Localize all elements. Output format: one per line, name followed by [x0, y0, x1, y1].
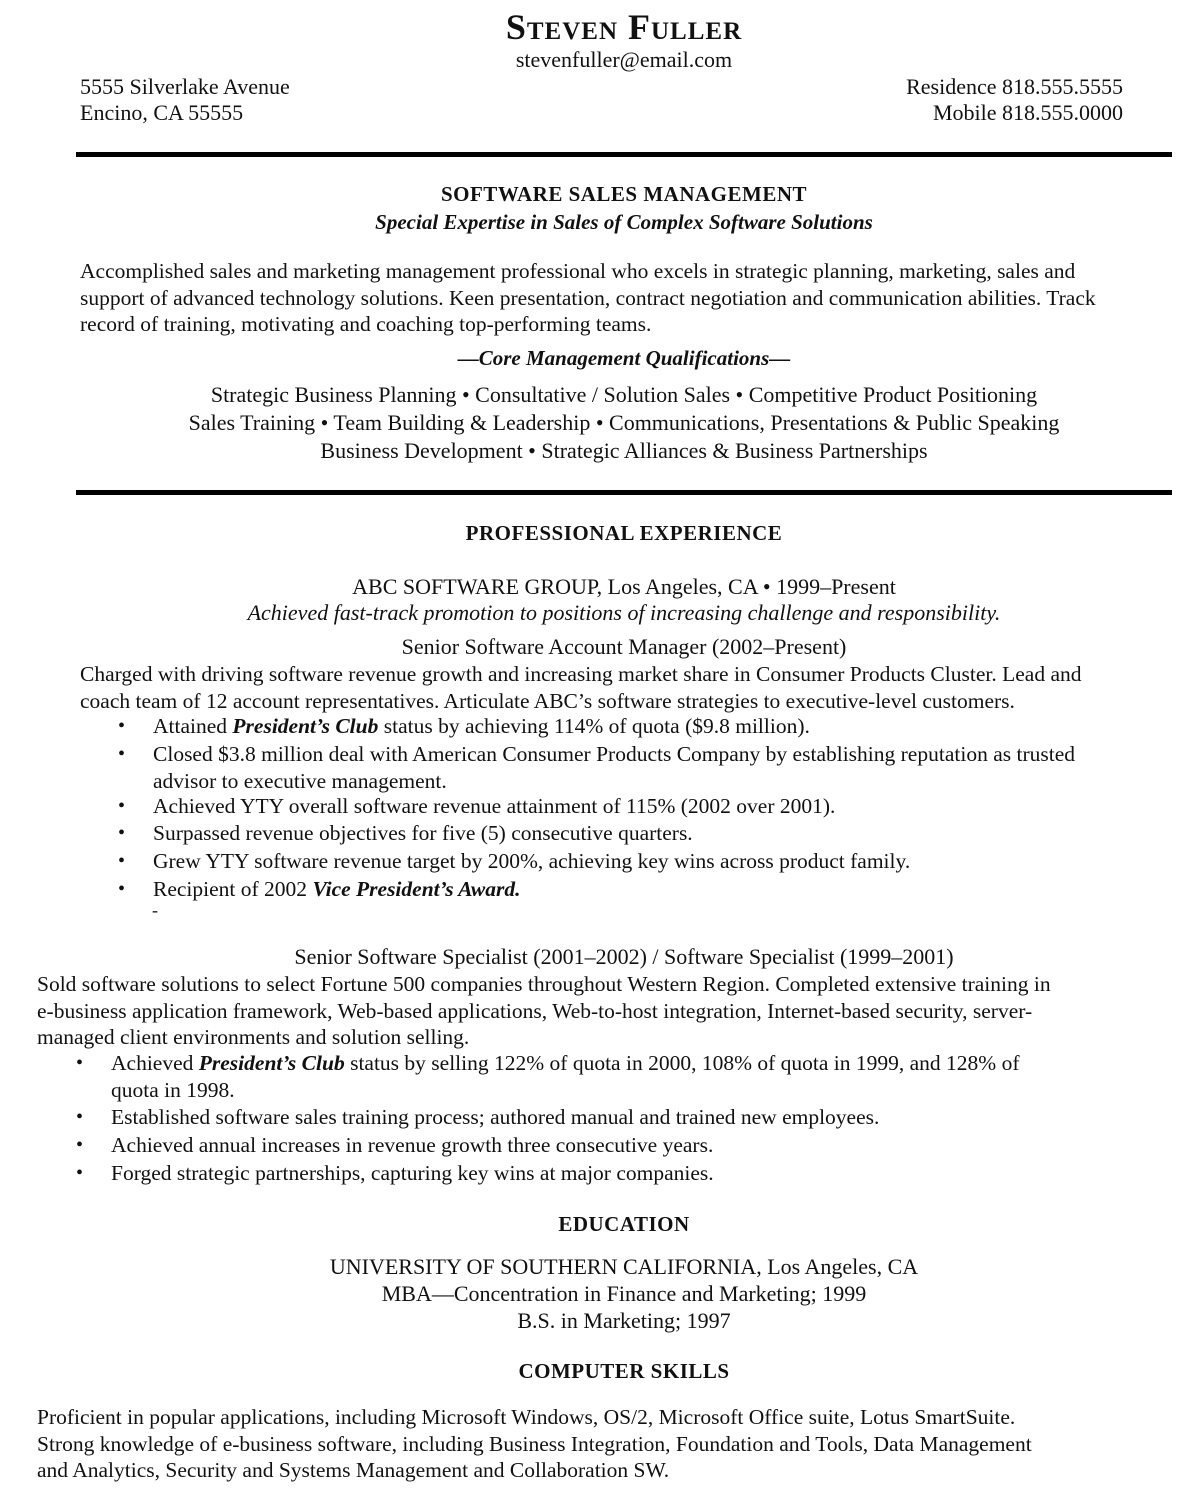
role-description [80, 661, 1081, 714]
summary-subtitle: Special Expertise in Sales of Complex Software Solutions [375, 210, 873, 234]
bullet-glyph: • [76, 1052, 84, 1074]
bullet-emphasis: Vice President’s Award. [312, 877, 521, 901]
role-description-line: Charged with driving software revenue growth and increasing market share in Consumer Products Cluster. Lead and [80, 662, 1082, 686]
qualifications-line: Business Development • Strategic Alliances & Business Partnerships [320, 438, 928, 463]
education-degree: B.S. in Marketing; 1997 [517, 1308, 731, 1333]
summary-line: Accomplished sales and marketing management professional who excels in strategic planning, marketing, sales and [80, 259, 1076, 283]
bullet-text: Recipient of 2002 [153, 877, 313, 901]
summary-divider [76, 490, 1172, 495]
skills-heading: COMPUTER SKILLS [518, 1359, 730, 1383]
role-description-line: e-business application framework, Web-based applications, Web-to-host integration, Internet-based security, server- [37, 998, 1033, 1023]
bullet-text: Closed $3.8 million deal with American Consumer Products Company by establishing reputation as trusted [153, 742, 1075, 766]
bullet-glyph: • [118, 822, 126, 844]
list-item: Achieved annual increases in revenue growth three consecutive years. [111, 1133, 714, 1157]
bullet-text: status by selling 122% of quota in 2000, 108% of quota in 1999, and 128% of [344, 1051, 1020, 1075]
list-item [111, 1050, 1020, 1103]
phone-mobile: Mobile 818.555.0000 [932, 100, 1123, 125]
bullet-text: Attained [153, 714, 233, 738]
list-item: Forged strategic partnerships, capturing key wins at major companies. [111, 1161, 714, 1185]
role-description-line: managed client environments and solution selling. [37, 1025, 470, 1049]
list-item: Grew YTY software revenue target by 200%, achieving key wins across product family. [153, 849, 911, 873]
summary-title: SOFTWARE SALES MANAGEMENT [440, 182, 808, 206]
summary-line: support of advanced technology solutions. Keen presentation, contract negotiation and communication abilities. Track [80, 285, 1096, 310]
company-note: Achieved fast-track promotion to positions of increasing challenge and responsibility. [247, 600, 1001, 625]
bullet-text: Achieved [111, 1051, 199, 1075]
qualifications-line: Sales Training • Team Building & Leadership • Communications, Presentations & Public Speaking [188, 410, 1060, 435]
bullet-emphasis: President’s Club [198, 1051, 345, 1075]
role-description [37, 971, 1051, 1051]
skills-line: Strong knowledge of e-business software, including Business Integration, Foundation and Tools, Data Management [37, 1431, 1032, 1456]
role-description-line: Sold software solutions to select Fortune 500 companies throughout Western Region. Completed extensive training in [37, 972, 1051, 996]
summary-paragraph [80, 258, 1096, 338]
education-degree: MBA—Concentration in Finance and Marketing; 1999 [381, 1281, 867, 1306]
bullet-glyph: • [118, 715, 126, 737]
qualifications-heading: —Core Management Qualifications— [457, 346, 791, 370]
role-title: Senior Software Specialist (2001–2002) / Software Specialist (1999–2001) [294, 944, 954, 969]
role-title: Senior Software Account Manager (2002–Present) [401, 634, 847, 659]
stray-mark: - [152, 900, 158, 920]
role-description-line: coach team of 12 account representatives. Articulate ABC’s software strategies to executive-level customers. [80, 688, 1015, 713]
skills-line: Proficient in popular applications, including Microsoft Windows, OS/2, Microsoft Office suite, Lotus SmartSuite. [37, 1405, 1016, 1429]
skills-paragraph [37, 1404, 1032, 1484]
company-line: ABC SOFTWARE GROUP, Los Angeles, CA • 1999–Present [352, 574, 896, 599]
experience-heading: PROFESSIONAL EXPERIENCE [465, 521, 783, 545]
bullet-glyph: • [76, 1162, 84, 1184]
bullet-glyph: • [118, 795, 126, 817]
bullet-glyph: • [118, 743, 126, 765]
bullet-text: status by achieving 114% of quota ($9.8 million). [378, 714, 810, 738]
bullet-glyph: • [76, 1106, 84, 1128]
header-divider [76, 152, 1172, 157]
bullet-glyph: • [76, 1134, 84, 1156]
bullet-glyph: • [118, 850, 126, 872]
skills-line: and Analytics, Security and Systems Management and Collaboration SW. [37, 1458, 670, 1482]
list-item [153, 713, 810, 740]
bullet-glyph: • [118, 878, 126, 900]
candidate-name-text: Steven Fuller [505, 7, 743, 47]
phone-residence: Residence 818.555.5555 [906, 74, 1123, 99]
bullet-text: quota in 1998. [111, 1077, 235, 1102]
list-item [153, 741, 1075, 794]
qualifications-line: Strategic Business Planning • Consultative / Solution Sales • Competitive Product Positioning [210, 382, 1038, 407]
bullet-text: advisor to executive management. [153, 768, 447, 793]
candidate-name [0, 6, 1200, 48]
list-item [153, 876, 520, 903]
education-school: UNIVERSITY OF SOUTHERN CALIFORNIA, Los Angeles, CA [329, 1254, 919, 1279]
email: stevenfuller@email.com [515, 47, 733, 72]
list-item: Achieved YTY overall software revenue attainment of 115% (2002 over 2001). [153, 794, 836, 818]
address-line-2: Encino, CA 55555 [80, 100, 244, 125]
summary-line: record of training, motivating and coaching top-performing teams. [80, 312, 652, 336]
address-line-1: 5555 Silverlake Avenue [80, 74, 290, 99]
list-item: Established software sales training process; authored manual and trained new employees. [111, 1105, 880, 1129]
list-item: Surpassed revenue objectives for five (5) consecutive quarters. [153, 821, 693, 845]
education-heading: EDUCATION [558, 1212, 690, 1236]
bullet-emphasis: President’s Club [232, 714, 379, 738]
